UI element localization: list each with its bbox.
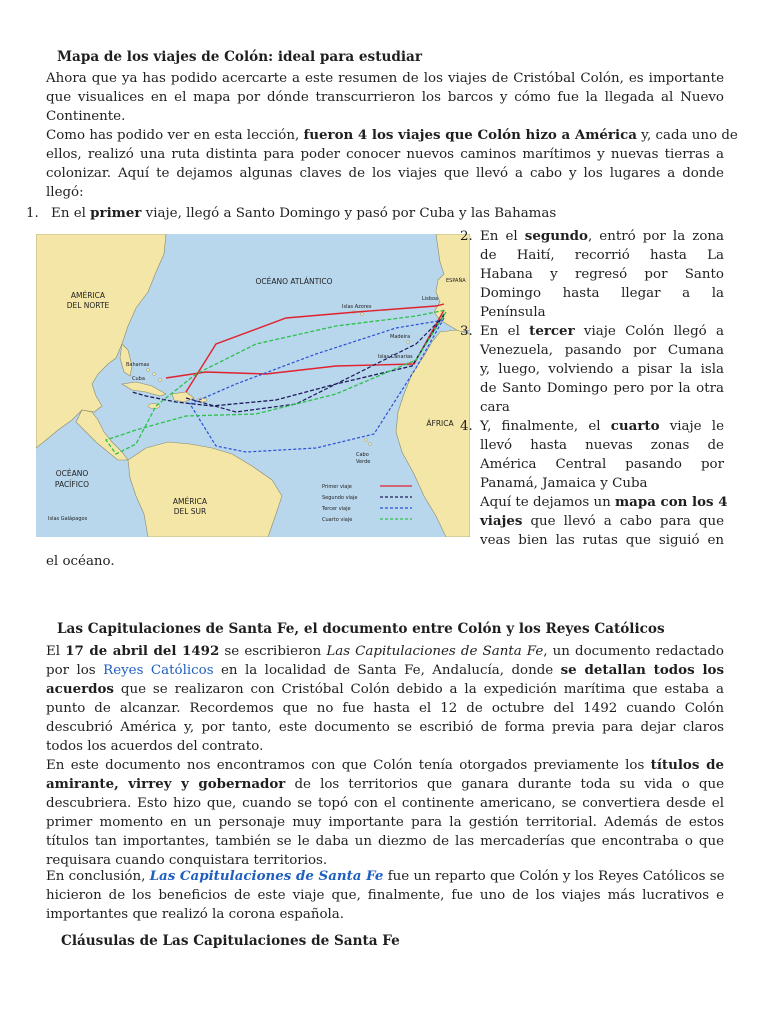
text-span: fue un reparto que Colón y los Reyes Católicos se — [383, 869, 725, 884]
label-espana: ESPAÑA — [446, 278, 466, 284]
text-line — [480, 417, 724, 436]
map-caption — [462, 493, 728, 550]
label-africa: ÁFRICA — [426, 419, 454, 428]
text-line: Domingo hasta llegar a la — [480, 286, 724, 301]
bold-text: cuarto — [610, 418, 660, 434]
africa-landmass — [396, 330, 470, 537]
text-span: Y, finalmente, el — [480, 419, 611, 434]
list-right-column — [460, 227, 728, 550]
text-line: descubrió América y, por tanto, este documento se escribió de forma previa para dejar claros — [46, 720, 724, 735]
text-span: se escribieron — [219, 644, 327, 659]
label-cabo-verde-2: Verde — [356, 459, 371, 465]
label-north-america-1: AMÉRICA — [70, 291, 106, 300]
bold-text: acuerdos — [46, 681, 114, 697]
text-line: Panamá, Jamaica y Cuba — [480, 476, 648, 491]
text-line — [46, 642, 724, 661]
text-span: En conclusión, — [46, 869, 150, 884]
text-line: Península — [480, 305, 546, 320]
text-span: En el — [480, 324, 530, 339]
bold-text: tercer — [529, 323, 575, 339]
text-span: y, cada uno de — [636, 128, 738, 143]
text-line — [480, 322, 724, 341]
text-line: de Santo Domingo pero por la otra — [480, 381, 724, 396]
label-bahamas: Bahamas — [126, 362, 150, 368]
reyes-catolicos-link[interactable]: Reyes Católicos — [103, 663, 214, 678]
text-line: llevó hasta nuevas zonas de — [480, 438, 724, 453]
bold-text: segundo — [524, 228, 588, 244]
label-madeira: Madeira — [390, 334, 411, 340]
section-heading-capitulaciones: Las Capitulaciones de Santa Fe, el documento entre Colón y los Reyes Católicos — [57, 621, 665, 637]
text-line: de Haití, recorrió hasta La — [480, 248, 724, 263]
text-line — [480, 493, 728, 512]
text-line: Ahora que ya has podido acercarte a este resumen de los viajes de Cristóbal Colón, es importante — [46, 71, 724, 86]
hispaniola-island — [172, 392, 194, 402]
text-line: veas bien las rutas que siguió en — [480, 533, 724, 548]
text-line: primer momento en un personaje muy importante para la gestión territorial. Además de estos — [46, 815, 724, 830]
bold-text: se detallan todos los — [560, 662, 725, 678]
list-item-1 — [26, 204, 556, 223]
label-lisboa: Lisboa — [422, 296, 439, 302]
text-line: y, luego, volviendo a pisar la isla — [480, 362, 724, 377]
map-legend — [321, 484, 412, 523]
bold-text: primer — [90, 205, 142, 221]
label-pacific-2: PACÍFICO — [54, 480, 90, 489]
legend-label-1: Primer viaje — [322, 484, 352, 490]
label-south-america-1: AMÉRICA — [172, 497, 208, 506]
list-item-2 — [462, 227, 724, 322]
text-span: viaje, llegó a Santo Domingo y pasó por Cuba y las Bahamas — [141, 206, 557, 221]
text-line: hicieron de los beneficios de este viaje que, finalmente, fue uno de los viajes más lucrativos e — [46, 888, 724, 903]
bold-text: amirante, virrey y gobernador — [46, 776, 286, 792]
label-atlantic: OCÉANO ATLÁNTICO — [255, 277, 333, 286]
italic-text: Las Capitulaciones de Santa Fe — [326, 644, 544, 659]
text-span: en la localidad de Santa Fe, Andalucía, donde — [213, 663, 561, 678]
bold-text: mapa con los 4 — [615, 494, 728, 510]
text-line: colonizar. Aquí te dejamos algunas claves de los viajes que llevó a cabo y los lugares a donde — [46, 166, 724, 181]
text-line: ellos, realizó una ruta distinta para poder conocer nuevos caminos marítimos y nuevas tierras a — [46, 147, 724, 162]
text-span: por los — [46, 663, 104, 678]
text-span: Como has podido ver en esta lección, — [46, 128, 304, 143]
text-line: importantes que realizó la corona española. — [46, 907, 345, 922]
text-span: viaje Colón llegó a — [574, 324, 724, 339]
south-america-landmass — [128, 442, 282, 537]
list-item-4 — [462, 417, 724, 493]
text-line — [46, 126, 738, 145]
text-span: , un documento redactado — [543, 644, 724, 659]
bold-text: fueron 4 los viajes que Colón hizo a América — [303, 127, 637, 143]
text-line: punto de alcanzar. Recordemos que no fue hasta el 12 de octubre del 1492 cuando Colón — [46, 701, 724, 716]
text-line: América Central pasando por — [480, 457, 724, 472]
list-number: 1. — [26, 206, 39, 221]
text-span: de los territorios que ganara durante toda su vida o que — [285, 777, 724, 792]
label-pacific-1: OCÉANO — [55, 469, 89, 478]
text-line — [46, 661, 724, 680]
label-south-america-2: DEL SUR — [173, 507, 207, 516]
list-number: 3. — [460, 324, 473, 339]
capitulaciones-paragraph-3 — [46, 867, 724, 924]
cuba-island — [122, 382, 166, 396]
list-number: 4. — [460, 419, 473, 434]
label-cabo-verde-1: Cabo — [356, 452, 369, 458]
label-galapagos: Islas Galápagos — [48, 516, 88, 522]
text-line: que visualices en el mapa por dónde transcurrieron los barcos y cómo fue la llegada al Nuevo — [46, 90, 724, 105]
text-span: En este documento nos encontramos con que Colón tenía otorgados previamente los — [46, 758, 651, 773]
intro-paragraph-1 — [46, 69, 724, 126]
bold-text: 17 de abril del 1492 — [65, 643, 220, 659]
text-line — [46, 680, 724, 699]
text-span: En el — [51, 206, 91, 221]
text-line: Continente. — [46, 109, 126, 124]
capitulaciones-link[interactable]: Las Capitulaciones de Santa Fe — [149, 868, 384, 884]
legend-label-3: Tercer viaje — [322, 506, 351, 512]
text-line — [46, 756, 724, 775]
bold-text: viajes — [480, 513, 523, 529]
text-line: Habana y regresó por Santo — [480, 267, 724, 282]
label-canarias: Islas Canarias — [378, 354, 413, 360]
text-line: descubriera. Esto hizo que, cuando se topó con el continente americano, se convertiera desde el — [46, 796, 724, 811]
legend-label-4: Cuarto viaje — [322, 517, 353, 523]
text-line — [46, 867, 724, 886]
text-line: todos los acuerdos del contrato. — [46, 739, 264, 754]
text-span: que llevó a cabo para que — [522, 514, 724, 529]
label-cuba: Cuba — [132, 376, 145, 382]
list-number: 2. — [460, 229, 473, 244]
map-caption-end: el océano. — [46, 554, 115, 569]
legend-label-2: Segundo viaje — [322, 495, 358, 501]
route-first-voyage-outbound — [166, 310, 444, 378]
text-span: viaje le — [659, 419, 724, 434]
label-north-america-2: DEL NORTE — [66, 301, 110, 310]
text-line — [480, 512, 724, 531]
text-span: , entró por la zona — [587, 229, 724, 244]
text-line: requisara cuando conquistara territorios. — [46, 853, 328, 868]
section-heading-clausulas: Cláusulas de Las Capitulaciones de Santa Fe — [61, 933, 400, 949]
capitulaciones-paragraph-2 — [46, 756, 724, 870]
text-span: En el — [480, 229, 525, 244]
columbus-voyages-map — [36, 234, 470, 537]
central-america-landmass — [76, 410, 128, 460]
section-heading-map: Mapa de los viajes de Colón: ideal para estudiar — [57, 49, 423, 65]
text-line: títulos tan importantes, también se le daba un diezmo de las mercaderías que encontraba o que — [46, 834, 724, 849]
list-item-3 — [462, 322, 724, 417]
text-span: que se realizaron con Cristóbal Colón debido a la expedición marítima que estaba a — [113, 682, 724, 697]
intro-paragraph-2 — [46, 126, 738, 202]
label-azores: Islas Azores — [342, 304, 372, 310]
text-line — [46, 775, 724, 794]
text-span: Aquí te dejamos un — [480, 495, 615, 510]
capitulaciones-paragraph-1 — [46, 642, 724, 756]
north-america-landmass — [36, 234, 166, 448]
text-line: cara — [480, 400, 510, 415]
text-line: Venezuela, pasando por Cumana — [480, 343, 724, 358]
bold-text: títulos de — [650, 757, 724, 773]
text-line: llegó: — [46, 185, 84, 200]
text-span: El — [46, 644, 66, 659]
text-line — [480, 227, 724, 246]
